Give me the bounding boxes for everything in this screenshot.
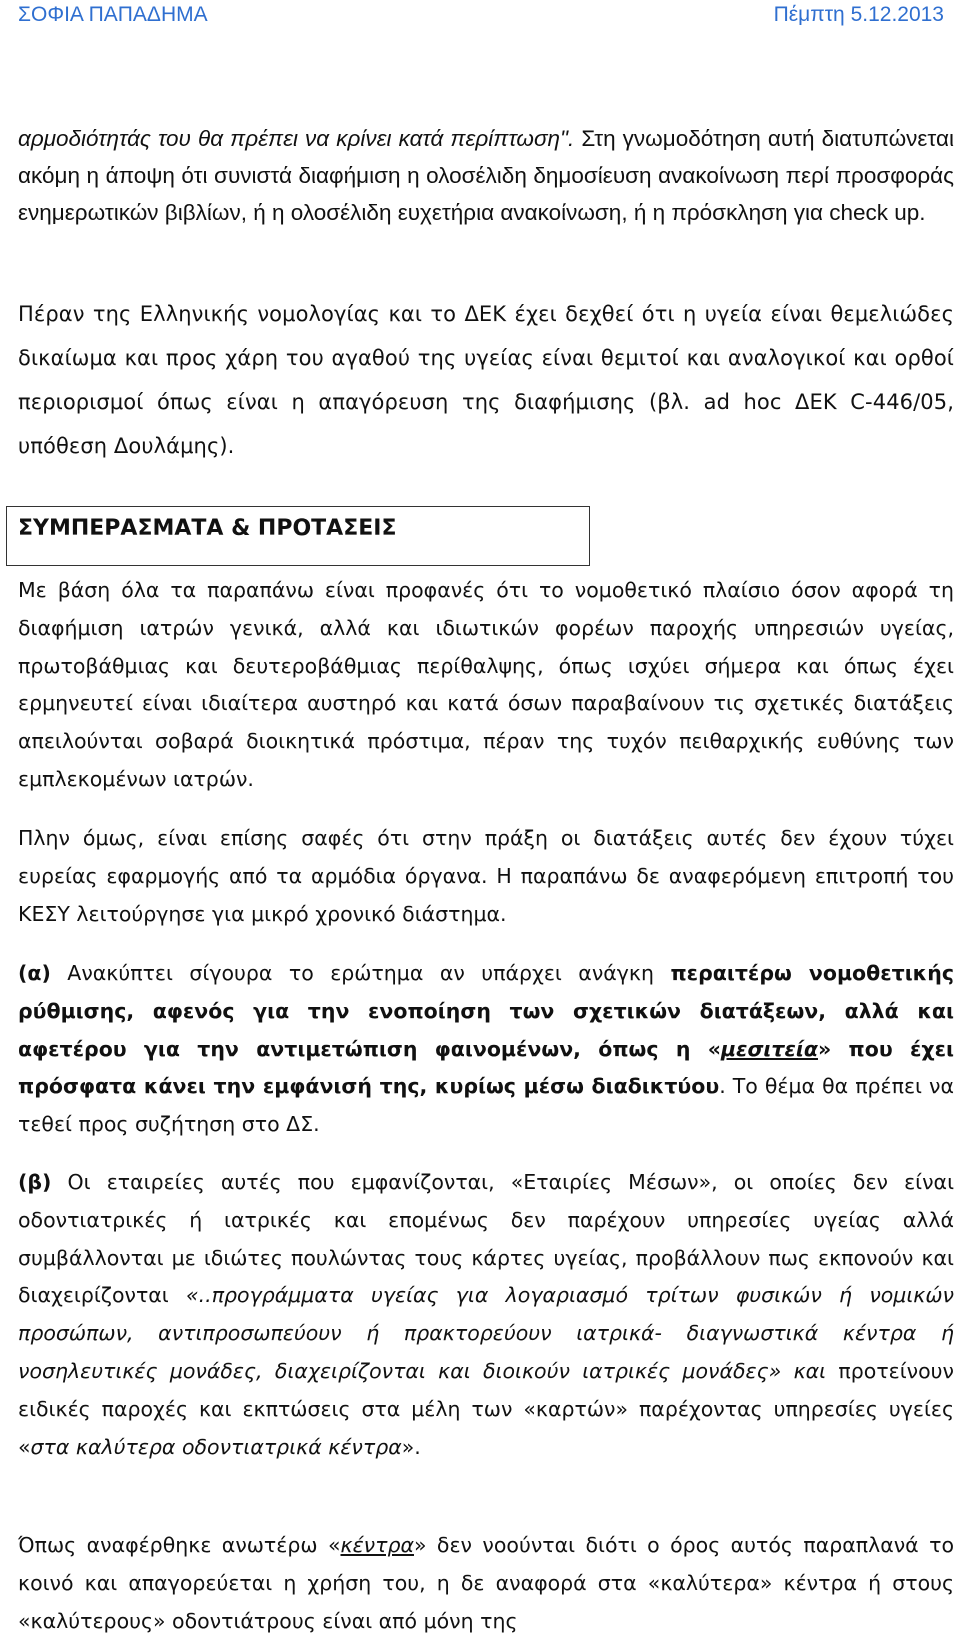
- emphasized-term: κέντρα: [340, 1533, 414, 1557]
- italic-quote: αρμοδιότητάς του θα πρέπει να κρίνει κατά περίπτωση".: [18, 126, 575, 151]
- bold-text: » που έχει πρόσφατα κάνει την εμφάνισή της, κυρίως μέσω διαδικτύου: [18, 1036, 955, 1099]
- paragraph-text: Οι εταιρείες αυτές που εμφανίζονται, «Εταιρίες Μέσων», οι οποίες δεν είναι οδοντιατρικές ή ιατρικές και επομένως δεν παρέχουν υπηρεσίες υγείας αλλά συμβάλλονται με ιδιώτες πουλώντας τους κάρτες υγείας, προβάλλουν πως εκπονούν και διαχειρίζονται: [18, 1170, 954, 1308]
- bold-text: περαιτέρω νομοθετικής ρύθμισης, αφενός για την ενοποίηση των σχετικών διατάξεων, αλλά και αφετέρου για την αντιμετώπιση φαινομένων, όπως η «: [18, 961, 954, 1061]
- paragraph-text: » δεν νοούνται διότι ο όρος αυτός παραπλανά το κοινό και απαγορεύεται η χρήση του, η δε αναφορά στα «καλύτερα» κέντρα ή στους «καλύτερους» οδοντιάτρους είναι από μόνη της: [18, 1533, 954, 1633]
- paragraph-text: Ανακύπτει σίγουρα το ερώτημα αν υπάρχει ανάγκη: [50, 961, 671, 985]
- paragraph-text: ».: [401, 1434, 421, 1459]
- italic-quote: «..προγράμματα υγείας για λογαριασμό τρίτων φυσικών ή νομικών προσώπων, αντιπροσωπεύουν ή πρακτορεύουν ιατρικά- διαγνωστικά κέντρα ή νοσηλευτικές μονάδες, διαχειρίζονται και διοικούν ιατρικές μονάδες» και: [18, 1283, 954, 1383]
- section-heading: ΣΥΜΠΕΡΑΣΜΑΤΑ & ΠΡΟΤΑΣΕΙΣ: [18, 516, 397, 541]
- paragraph-conclusions: Με βάση όλα τα παραπάνω είναι προφανές ότι το νομοθετικό πλαίσιο όσον αφορά τη διαφήμιση ιατρών γενικά, αλλά και ιδιωτικών φορέων παροχής υπηρεσιών υγείας, πρωτοβάθμιας και δευτεροβάθμιας περίθαλψης, όπως ισχύει σήμερα και όπως έχει ερμηνευτεί είναι ιδιαίτερα αυστηρό και κατά όσων παραβαίνουν τις σχετικές διατάξεις απειλούνται σοβαρά διοικητικά πρόστιμα, πέραν της τυχόν πειθαρχικής ευθύνης των εμπλεκομένων ιατρών.: [18, 578, 954, 791]
- emphasized-term: μεσιτεία: [720, 1036, 818, 1061]
- list-marker-b: (β): [18, 1170, 52, 1194]
- paragraph-a: [18, 955, 954, 1144]
- paragraph-text: . Το θέμα θα πρέπει να τεθεί προς συζήτηση στο ΔΣ.: [18, 1074, 954, 1137]
- paragraph-b: [18, 1164, 954, 1466]
- paragraph-text: Στη γνωμοδότηση αυτή διατυπώνεται ακόμη η άποψη ότι συνιστά διαφήμιση η ολοσέλιδη δημοσίευση ανακοίνωση περί προσφοράς ενημερωτικών βιβλίων, ή η ολοσέλιδη ευχετήρια ανακοίνωση, ή η πρόσκληση για check up.: [18, 126, 954, 225]
- italic-quote: στα καλύτερα οδοντιατρικά κέντρα: [30, 1434, 402, 1459]
- paragraph-text: προτείνουν ειδικές παροχές και εκπτώσεις στα μέλη των «καρτών» παρέχοντας υπηρεσίες υγείες «: [18, 1358, 954, 1459]
- paragraph-continuation: [18, 120, 954, 231]
- paragraph-text: Όπως αναφέρθηκε ανωτέρω «: [18, 1533, 341, 1557]
- paragraph-centers: [18, 1527, 954, 1639]
- page-header: [18, 3, 944, 33]
- paragraph-ecj: Πέραν της Ελληνικής νομολογίας και το ΔΕΚ έχει δεχθεί ότι η υγεία είναι θεμελιώδες δικαίωμα και προς χάρη του αγαθού της υγείας είναι θεμιτοί και αναλογικοί και ορθοί περιορισμοί όπως είναι η απαγόρευση της διαφήμισης (βλ. ad hoc ΔΕΚ C-446/05, υπόθεση Δουλάμης).: [18, 302, 954, 458]
- header-date: Πέμπτη 5.12.2013: [773, 3, 944, 26]
- list-marker-a: (α): [18, 961, 51, 985]
- header-author: ΣΟΦΙΑ ΠΑΠΑΔΗΜΑ: [18, 3, 208, 26]
- paragraph-application: Πλην όμως, είναι επίσης σαφές ότι στην πράξη οι διατάξεις αυτές δεν έχουν τύχει ευρείας εφαρμογής από τα αρμόδια όργανα. Η παραπάνω δε αναφερόμενη επιτροπή του ΚΕΣΥ λειτούργησε για μικρό χρονικό διάστημα.: [18, 826, 954, 926]
